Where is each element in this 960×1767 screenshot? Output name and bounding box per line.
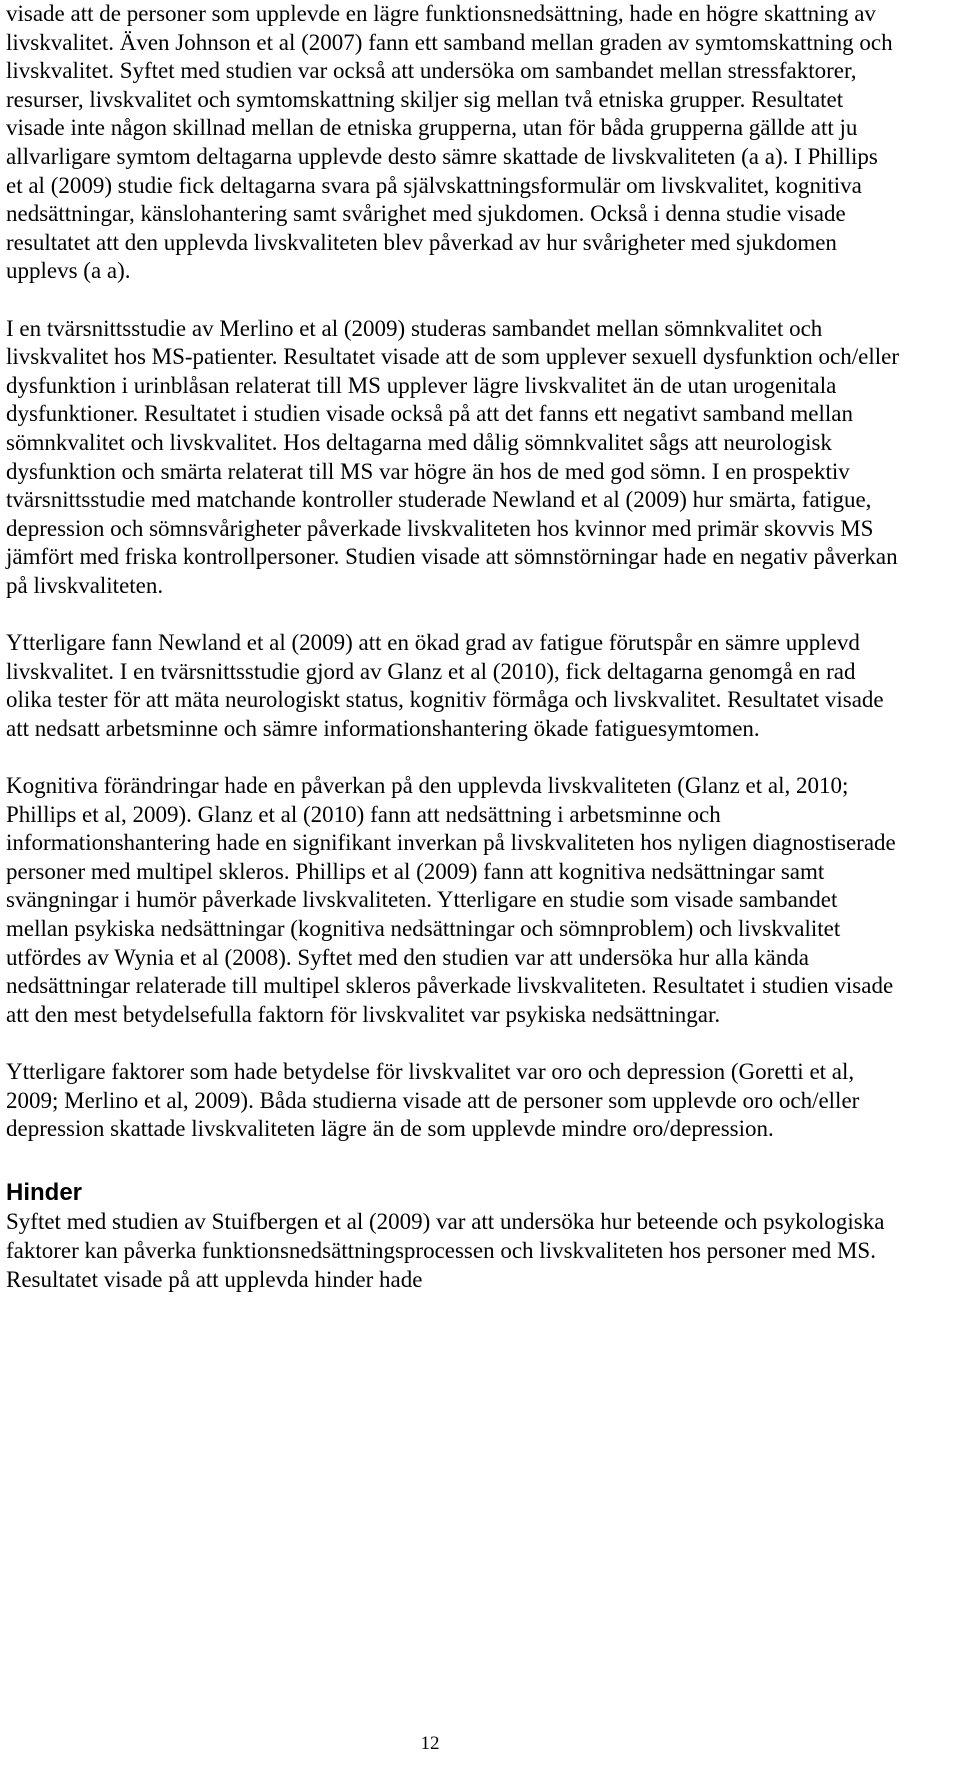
body-paragraph-1: visade att de personer som upplevde en lägre funktionsnedsättning, hade en högre skattning av livskvalitet. Även Johnson et al (2007) fann ett samband mellan graden av symtomskattning och livskvalitet. Syftet med studien var också att undersöka om sambandet mellan stressfaktorer, resurser, livskvalitet och symtomskattning skiljer sig mellan två etniska grupper. Resultatet visade inte någon skillnad mellan de etniska grupperna, utan för båda grupperna gällde att ju allvarligare symtom deltagarna upplevde desto sämre skattade de livskvaliteten (a a). I Phillips et al (2009) studie fick deltagarna svara på självskattningsformulär om livskvalitet, kognitiva nedsättningar, känslohantering samt svårighet med sjukdomen. Också i denna studie visade resultatet att den upplevda livskvaliteten blev påverkad av hur svårigheter med sjukdomen upplevs (a a). [6, 1, 893, 284]
body-paragraph-4: Kognitiva förändringar hade en påverkan på den upplevda livskvaliteten (Glanz et al, 2010; Phillips et al, 2009). Glanz et al (2010) fann att nedsättning i arbetsminne och informationshantering hade en signifikant inverkan på livskvaliteten hos nyligen diagnostiserade personer med multipel skleros. Phillips et al (2009) fann att kognitiva nedsättningar samt svängningar i humör påverkade livskvaliteten. Ytterligare en studie som visade sambandet mellan psykiska nedsättningar (kognitiva nedsättningar och sömnproblem) och livskvalitet utfördes av Wynia et al (2008). Syftet med den studien var att undersöka hur alla kända nedsättningar relaterade till multipel skleros påverkade livskvaliteten. Resultatet i studien visade att den mest betydelsefulla faktorn för livskvalitet var psykiska nedsättningar. [6, 773, 896, 1027]
paragraph-spacer [6, 600, 900, 629]
paragraph-spacer [6, 286, 900, 315]
paragraph-spacer [6, 743, 900, 772]
body-paragraph-5: Ytterligare faktorer som hade betydelse för livskvalitet var oro och depression (Goretti et al, 2009; Merlino et al, 2009). Båda studierna visade att de personer som upplevde oro och/eller depression skattade livskvaliteten lägre än de som upplevde mindre oro/depression. [6, 1058, 860, 1142]
page-number: 12 [420, 1733, 440, 1754]
section-heading-hinder: Hinder [6, 1179, 83, 1207]
section-paragraph: Syftet med studien av Stuifbergen et al (2009) var att undersöka hur beteende och psykologiska faktorer kan påverka funktionsnedsättningsprocessen och livskvaliteten hos personer med MS. Resultatet visade på att upplevda hinder hade [6, 1209, 885, 1292]
body-paragraph-2: I en tvärsnittsstudie av Merlino et al (2009) studeras sambandet mellan sömnkvalitet och livskvalitet hos MS-patienter. Resultatet visade att de som upplever sexuell dysfunktion och/eller dysfunktion i urinblåsan relaterat till MS upplever lägre livskvalitet än de utan urogenitala dysfunktioner. Resultatet i studien visade också på att det fanns ett negativt samband mellan sömnkvalitet och livskvalitet. Hos deltagarna med dålig sömnkvalitet sågs att neurologisk dysfunktion och smärta relaterat till MS var högre än hos de med god sömn. I en prospektiv tvärsnittsstudie med matchande kontroller studerade Newland et al (2009) hur smärta, fatigue, depression och sömnsvårigheter påverkade livskvaliteten hos kvinnor med primär skovvis MS jämfört med friska kontrollpersoner. Studien visade att sömnstörningar hade en negativ påverkan på livskvaliteten. [6, 315, 899, 598]
paragraph-spacer [6, 1029, 900, 1058]
body-paragraph-3: Ytterligare fann Newland et al (2009) att en ökad grad av fatigue förutspår en sämre upplevd livskvalitet. I en tvärsnittsstudie gjord av Glanz et al (2010), fick deltagarna genomgå en rad olika tester för att mäta neurologiskt status, kognitiv förmåga och livskvalitet. Resultatet visade att nedsatt arbetsminne och sämre informationshantering ökade fatiguesymtomen. [6, 630, 884, 741]
paragraph-spacer [6, 1144, 900, 1173]
